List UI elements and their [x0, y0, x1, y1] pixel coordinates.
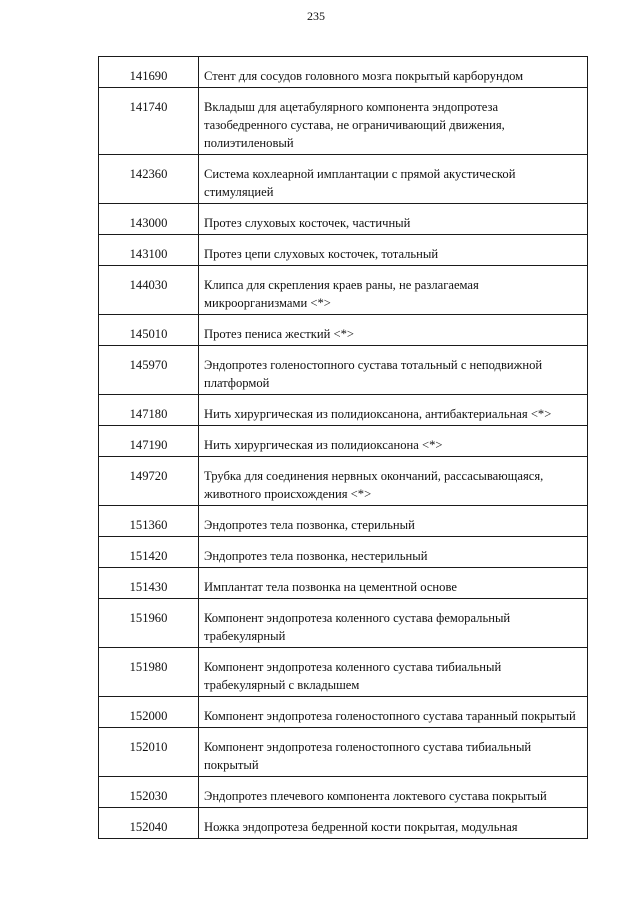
device-name-cell: Нить хирургическая из полидиоксанона, антибактериальная <*> — [199, 395, 588, 426]
device-code-cell: 151420 — [99, 537, 199, 568]
device-name-cell: Протез цепи слуховых косточек, тотальный — [199, 235, 588, 266]
table-row — [99, 506, 588, 537]
device-code-cell: 143100 — [99, 235, 199, 266]
device-code-cell: 147180 — [99, 395, 199, 426]
device-code-cell: 144030 — [99, 266, 199, 315]
table-row — [99, 457, 588, 506]
device-code-cell: 152030 — [99, 777, 199, 808]
table-row — [99, 155, 588, 204]
device-name-cell: Стент для сосудов головного мозга покрытый карборундом — [199, 57, 588, 88]
table-row — [99, 697, 588, 728]
device-code-cell: 149720 — [99, 457, 199, 506]
device-code-cell: 141740 — [99, 88, 199, 155]
device-code-cell: 152010 — [99, 728, 199, 777]
table-row — [99, 777, 588, 808]
device-name-cell: Эндопротез тела позвонка, стерильный — [199, 506, 588, 537]
device-name-cell: Вкладыш для ацетабулярного компонента эндопротеза тазобедренного сустава, не ограничивающий движения, полиэтиленовый — [199, 88, 588, 155]
table-row — [99, 537, 588, 568]
table-row — [99, 395, 588, 426]
device-code-cell: 152040 — [99, 808, 199, 839]
device-name-cell: Система кохлеарной имплантации с прямой акустической стимуляцией — [199, 155, 588, 204]
table-row — [99, 88, 588, 155]
table-row — [99, 57, 588, 88]
device-code-cell: 151980 — [99, 648, 199, 697]
table-row — [99, 599, 588, 648]
device-name-cell: Компонент эндопротеза коленного сустава тибиальный трабекулярный с вкладышем — [199, 648, 588, 697]
device-name-cell: Имплантат тела позвонка на цементной основе — [199, 568, 588, 599]
device-code-cell: 145970 — [99, 346, 199, 395]
device-code-cell: 147190 — [99, 426, 199, 457]
device-name-cell: Компонент эндопротеза коленного сустава феморальный трабекулярный — [199, 599, 588, 648]
table-row — [99, 235, 588, 266]
device-name-cell: Протез пениса жесткий <*> — [199, 315, 588, 346]
table-row — [99, 648, 588, 697]
device-name-cell: Протез слуховых косточек, частичный — [199, 204, 588, 235]
device-name-cell: Нить хирургическая из полидиоксанона <*> — [199, 426, 588, 457]
table-row — [99, 204, 588, 235]
device-code-cell: 143000 — [99, 204, 199, 235]
page-number: 235 — [307, 9, 325, 23]
table-row — [99, 315, 588, 346]
device-name-cell: Компонент эндопротеза голеностопного сустава таранный покрытый — [199, 697, 588, 728]
table-row — [99, 568, 588, 599]
device-name-cell: Эндопротез тела позвонка, нестерильный — [199, 537, 588, 568]
device-name-cell: Ножка эндопротеза бедренной кости покрытая, модульная — [199, 808, 588, 839]
device-name-cell: Компонент эндопротеза голеностопного сустава тибиальный покрытый — [199, 728, 588, 777]
device-name-cell: Эндопротез голеностопного сустава тотальный с неподвижной платформой — [199, 346, 588, 395]
table-row — [99, 266, 588, 315]
table-row — [99, 808, 588, 839]
device-code-cell: 141690 — [99, 57, 199, 88]
table-row — [99, 728, 588, 777]
device-code-cell: 152000 — [99, 697, 199, 728]
device-code-cell: 151360 — [99, 506, 199, 537]
device-code-cell: 151960 — [99, 599, 199, 648]
device-name-cell: Клипса для скрепления краев раны, не разлагаемая микроорганизмами <*> — [199, 266, 588, 315]
device-code-cell: 142360 — [99, 155, 199, 204]
table-row — [99, 426, 588, 457]
device-name-cell: Трубка для соединения нервных окончаний, рассасывающаяся, животного происхождения <*> — [199, 457, 588, 506]
device-code-cell: 151430 — [99, 568, 199, 599]
device-code-cell: 145010 — [99, 315, 199, 346]
table-row — [99, 346, 588, 395]
device-name-cell: Эндопротез плечевого компонента локтевого сустава покрытый — [199, 777, 588, 808]
device-register-table — [98, 56, 588, 839]
